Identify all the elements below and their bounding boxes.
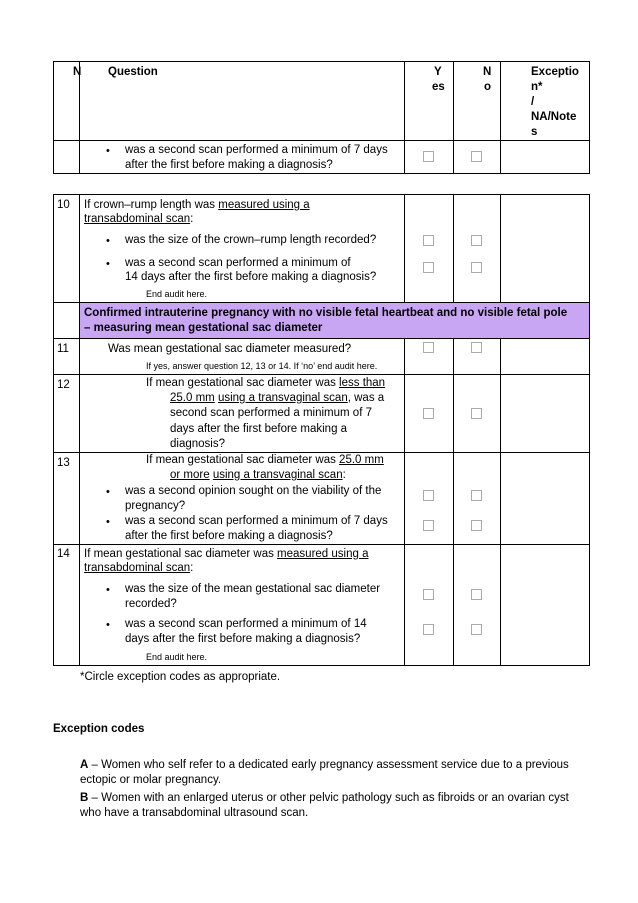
q12-line-3: second scan performed a minimum of 7	[170, 407, 372, 419]
rule	[53, 302, 590, 303]
q13-line-2	[170, 468, 346, 483]
footnote: *Circle exception codes as appropriate.	[80, 671, 281, 683]
q14-lead2-underlined: transabdominal scan	[84, 562, 191, 574]
rule	[53, 61, 590, 62]
q12-line-1-text: If mean gestational sac diameter was	[146, 377, 340, 389]
q13-bullet-1-line-2: pregnancy?	[125, 500, 186, 512]
rule	[53, 338, 590, 339]
q10-end-note: End audit here.	[146, 289, 208, 299]
q11-text: Was mean gestational sac diameter measured?	[108, 343, 352, 355]
exception-b-line-2: who have a transabdominal ultrasound scan.	[80, 807, 309, 819]
checkbox-no[interactable]	[471, 151, 482, 162]
rule	[53, 140, 590, 141]
checkbox-no[interactable]	[471, 408, 482, 419]
rule	[589, 194, 590, 666]
rule	[53, 194, 54, 666]
rule	[53, 194, 590, 195]
rule	[404, 61, 405, 174]
checkbox-yes[interactable]	[423, 151, 434, 162]
q10-bullet-2-line-2: 14 days after the first before making a diagnosis?	[125, 271, 377, 283]
bullet-icon: •	[106, 258, 110, 270]
checkbox-no[interactable]	[471, 520, 482, 531]
q14-lead-underlined: measured using a	[277, 548, 369, 560]
bullet-icon: •	[106, 145, 110, 157]
q13-bullet-2-line-2: after the first before making a diagnosis?	[125, 530, 333, 542]
exception-a-key: A	[80, 759, 89, 771]
q11-note: If yes, answer question 12, 13 or 14. If ‘no’ end audit here.	[146, 361, 378, 371]
checkbox-yes[interactable]	[423, 520, 434, 531]
q14-bullet-2-line-2: days after the first before making a diagnosis?	[125, 633, 361, 645]
exception-a-line-1	[80, 758, 569, 773]
exception-a-line-2: ectopic or molar pregnancy.	[80, 774, 222, 786]
rule	[53, 173, 590, 174]
checkbox-no[interactable]	[471, 262, 482, 273]
q12-line-5: diagnosis?	[170, 438, 225, 450]
header-exc-1: Exceptio	[531, 66, 579, 78]
header-exc-5: s	[531, 126, 538, 138]
q12-line-2-end: , was a	[347, 392, 385, 404]
rule	[53, 374, 590, 375]
header-exc-2: n*	[531, 81, 543, 93]
q10-lead2-underlined: transabdominal scan	[84, 213, 191, 225]
top-bullet-line-1: was a second scan performed a minimum of 7 days	[125, 144, 388, 156]
q13-line-1-text: If mean gestational sac diameter was	[146, 454, 340, 466]
checkbox-no[interactable]	[471, 624, 482, 635]
rule	[500, 194, 501, 303]
exception-codes-heading: Exception codes	[53, 723, 145, 735]
header-exc-4: NA/Note	[531, 111, 577, 123]
q13-bullet-2-line-1: was a second scan performed a minimum of 7 days	[125, 515, 388, 527]
q14-end-note: End audit here.	[146, 652, 208, 662]
header-yes-2: es	[432, 81, 445, 93]
checkbox-no[interactable]	[471, 235, 482, 246]
header-no-col-2: o	[484, 81, 492, 93]
rule	[404, 194, 405, 303]
checkbox-no[interactable]	[471, 490, 482, 501]
checkbox-no[interactable]	[471, 342, 482, 353]
q13-line-2-underlined-1: or more	[170, 469, 210, 481]
checkbox-yes[interactable]	[423, 235, 434, 246]
q10-lead-2	[84, 212, 193, 227]
section-title-line-2: – measuring mean gestational sac diameter	[84, 322, 323, 334]
q14-bullet-1-line-2: recorded?	[125, 598, 177, 610]
exception-a-text: – Women who self refer to a dedicated early pregnancy assessment service due to a previous	[88, 759, 569, 771]
section-title-line-1: Confirmed intrauterine pregnancy with no visible fetal heartbeat and no visible fetal pole	[84, 307, 568, 319]
q12-line-1-underlined: less than	[339, 377, 386, 389]
checkbox-yes[interactable]	[423, 490, 434, 501]
rule	[453, 338, 454, 666]
q10-bullet-1: was the size of the crown–rump length recorded?	[125, 234, 377, 246]
q12-line-2-underlined-2: using a transvaginal scan	[217, 392, 348, 404]
rule	[453, 194, 454, 303]
bullet-icon: •	[106, 486, 110, 498]
bullet-icon: •	[106, 235, 110, 247]
rule	[53, 61, 54, 174]
header-no-col-1: N	[483, 66, 492, 78]
top-bullet-line-2: after the first before making a diagnosis?	[125, 159, 333, 171]
rule	[453, 61, 454, 174]
q10-lead-text: If crown–rump length was	[84, 199, 219, 211]
checkbox-yes[interactable]	[423, 342, 434, 353]
q13-line-1	[146, 453, 384, 468]
rule	[500, 61, 501, 174]
header-no: N	[73, 66, 82, 78]
q14-bullet-1-line-1: was the size of the mean gestational sac diameter	[125, 583, 381, 595]
q13-line-1-underlined: 25.0 mm	[339, 454, 384, 466]
rule	[53, 665, 590, 666]
exception-b-line-1	[80, 791, 569, 806]
bullet-icon: •	[106, 584, 110, 596]
q13-line-2-end: :	[342, 469, 346, 481]
rule	[500, 338, 501, 666]
checkbox-yes[interactable]	[423, 262, 434, 273]
q10-number: 10	[57, 199, 70, 211]
q12-number: 12	[57, 379, 70, 391]
checkbox-yes[interactable]	[423, 589, 434, 600]
exception-b-key: B	[80, 792, 89, 804]
rule	[53, 544, 590, 545]
q13-bullet-1-line-1: was a second opinion sought on the viability of the	[125, 485, 382, 497]
q10-bullet-2-line-1: was a second scan performed a minimum of	[125, 257, 351, 269]
q14-bullet-2-line-1: was a second scan performed a minimum of 14	[125, 618, 367, 630]
q12-line-1	[146, 376, 385, 391]
exception-b-text: – Women with an enlarged uterus or other pelvic pathology such as fibroids or an ovarian cyst	[88, 792, 569, 804]
rule	[404, 338, 405, 666]
q14-lead-1	[84, 547, 368, 562]
q10-lead2-end: :	[190, 213, 194, 225]
rule	[79, 194, 80, 666]
q10-lead-1	[84, 198, 310, 213]
q14-lead2-end: :	[190, 562, 194, 574]
q14-lead-2	[84, 561, 193, 576]
q11-number: 11	[57, 343, 69, 355]
rule	[589, 61, 590, 174]
q12-line-2-underlined-1: 25.0 mm	[170, 392, 215, 404]
q12-line-4: days after the first before making a	[170, 423, 348, 435]
header-yes-1: Y	[434, 66, 442, 78]
q12-line-2	[170, 391, 384, 406]
q10-lead-underlined: measured using a	[218, 199, 310, 211]
bullet-icon: •	[106, 619, 110, 631]
bullet-icon: •	[106, 516, 110, 528]
header-exc-3: /	[531, 96, 535, 108]
checkbox-yes[interactable]	[423, 408, 434, 419]
q13-number: 13	[57, 457, 70, 469]
checkbox-yes[interactable]	[423, 624, 434, 635]
q14-number: 14	[57, 548, 70, 560]
q14-lead-text: If mean gestational sac diameter was	[84, 548, 278, 560]
q13-line-2-underlined-2: using a transvaginal scan	[212, 469, 343, 481]
header-question: Question	[108, 66, 158, 78]
checkbox-no[interactable]	[471, 589, 482, 600]
